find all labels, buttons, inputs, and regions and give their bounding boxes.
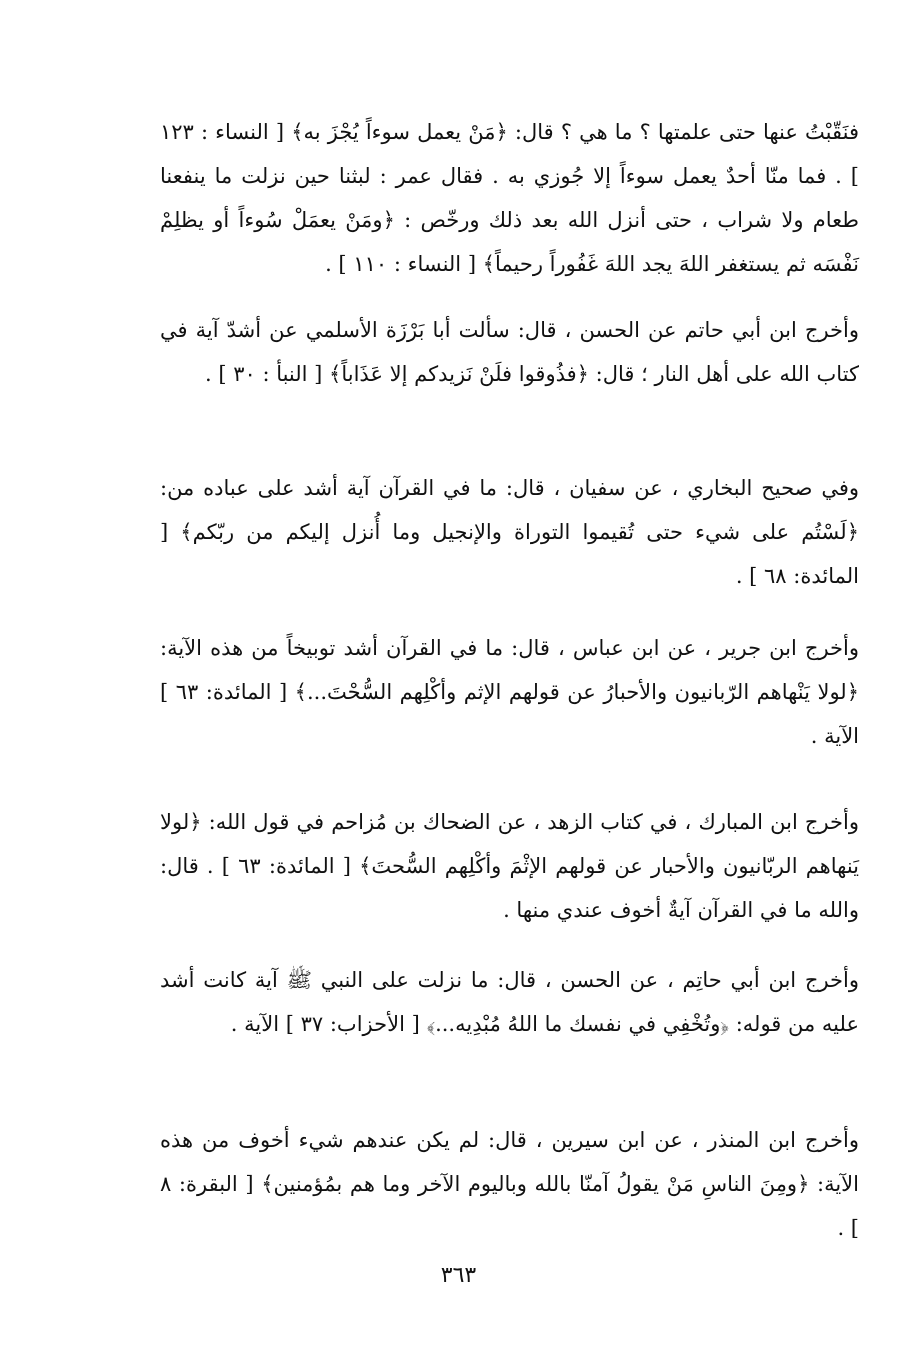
page-number: ٣٦٣	[440, 1263, 477, 1288]
paragraph-text: وأخرج ابن المنذر ، عن ابن سيرين ، قال: لم يكن عندهم شيء أخوف من هذه الآية: ﴿ومِنَ الناسِ مَنْ يقولُ آمنّا بالله وباليوم الآخر وما هم بمُؤمنين﴾ [ البقرة: ٨ ] .	[160, 1128, 860, 1240]
paragraph-text: فنَقّبْتُ عنها حتى علمتها ؟ ما هي ؟ قال: ﴿مَنْ يعمل سوءاً يُجْزَ به﴾ [ النساء : ١٢٣ ] . فما منّا أحدٌ يعمل سوءاً إلا جُوزي به . فقال عمر : لبثنا حين نزلت ما ينفعنا طعام ولا شراب ، حتى أنزل الله بعد ذلك ورخّص : ﴿ومَنْ يعمَلْ سُوءاً أو يظلِمْ نَفْسَه ثم يستغفر اللهَ يجد اللهَ غَفُوراً رحيماً﴾ [ النساء : ١١٠ ] .	[160, 120, 860, 276]
paragraph-2	[160, 308, 859, 396]
paragraph-3	[160, 466, 859, 598]
paragraph-text: وأخرج ابن المبارك ، في كتاب الزهد ، عن الضحاك بن مُزاحم في قول الله: ﴿لولا يَنهاهم الربّانيون والأحبار عن قولهم الإثْمَ وأكْلِهم السُّحتَ﴾ [ المائدة: ٦٣ ] . قال: والله ما في القرآن آيةٌ أخوف عندي منها .	[160, 810, 859, 922]
paragraph-text: وأخرج ابن أبي حاتم عن الحسن ، قال: سألت أبا بَرْزَة الأسلمي عن أشدّ آية في كتاب الله على أهل النار ؛ قال: ﴿فذُوقوا فلَنْ نَزيدكم إلا عَذَاباً﴾ [ النبأ : ٣٠ ] .	[160, 318, 859, 386]
paragraph-6	[160, 958, 859, 1046]
paragraph-7	[160, 1118, 859, 1250]
paragraph-text: وفي صحيح البخاري ، عن سفيان ، قال: ما في القرآن آية أشد على عباده من: ﴿لَسْتُم على شيء حتى تُقيموا التوراة والإنجيل وما أُنزل إليكم من ربّكم﴾ [ المائدة: ٦٨ ] .	[160, 476, 859, 588]
paragraph-text: وأخرج ابن أبي حاتِم ، عن الحسن ، قال: ما نزلت على النبي ﷺ آية كانت أشد عليه من قوله: ﴿وتُخْفِي في نفسك ما اللهُ مُبْدِيه...﴾ [ الأحزاب: ٣٧ ] الآية .	[160, 968, 859, 1036]
paragraph-5	[160, 800, 859, 932]
paragraph-1	[160, 110, 859, 286]
paragraph-4	[160, 626, 859, 758]
paragraph-text: وأخرج ابن جرير ، عن ابن عباس ، قال: ما في القرآن أشد توبيخاً من هذه الآية: ﴿لولا يَنْهاهم الرّبانيون والأحبارُ عن قولهم الإثم وأكْلِهم السُّحْتَ...﴾ [ المائدة: ٦٣ ] الآية .	[160, 636, 859, 748]
